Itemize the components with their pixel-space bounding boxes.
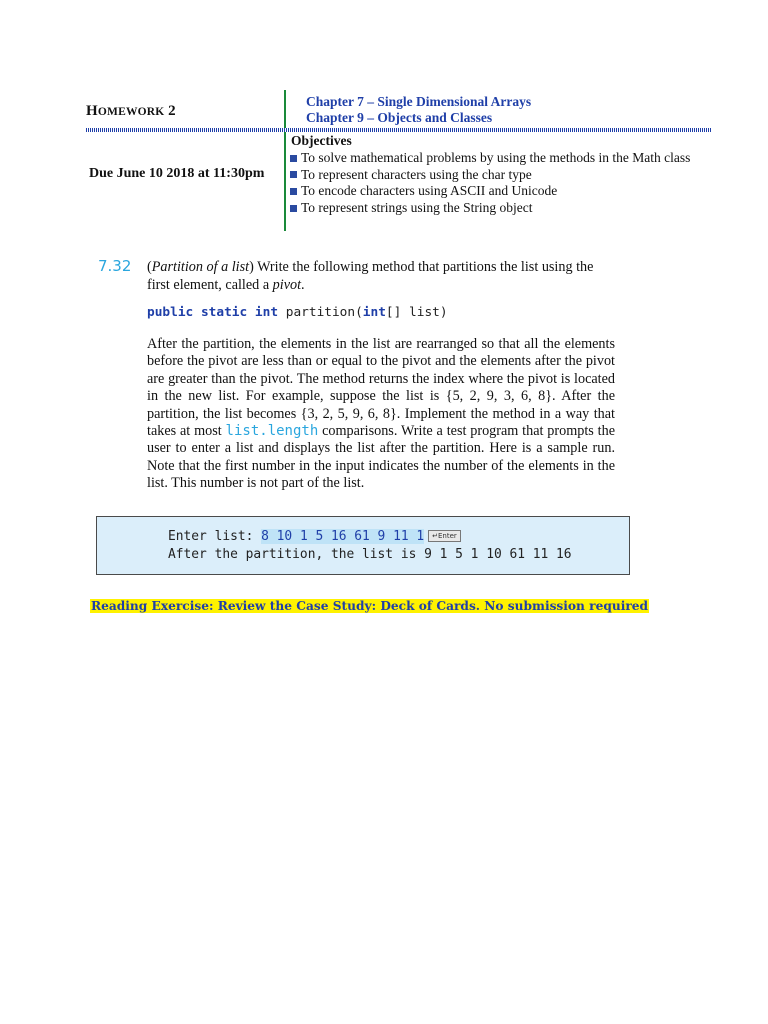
square-bullet-icon bbox=[290, 205, 297, 212]
objectives-section bbox=[290, 133, 690, 217]
keyword-public: public bbox=[147, 305, 194, 320]
chapter-9-title: Chapter 9 – Objects and Classes bbox=[306, 110, 493, 125]
keyword-static: static bbox=[200, 305, 248, 320]
sample-prompt: Enter list: bbox=[168, 529, 262, 544]
due-date: Due June 10 2018 at 11:30pm bbox=[89, 166, 265, 181]
objective-text: To encode characters using ASCII and Unicode bbox=[301, 183, 558, 199]
problem-intro bbox=[147, 258, 617, 294]
method-signature bbox=[147, 305, 448, 320]
chapter-list bbox=[306, 94, 531, 126]
homework-title-initial: H bbox=[86, 103, 98, 119]
enter-key-icon: ↵Enter bbox=[428, 530, 461, 542]
horizontal-dotted-divider bbox=[86, 128, 711, 132]
sample-run-box bbox=[96, 516, 630, 575]
square-bullet-icon bbox=[290, 188, 297, 195]
objective-item bbox=[290, 183, 690, 200]
square-bullet-icon bbox=[290, 155, 297, 162]
problem-body bbox=[147, 336, 615, 493]
pivot-term: pivot bbox=[272, 277, 302, 293]
chapter-7-title: Chapter 7 – Single Dimensional Arrays bbox=[306, 94, 532, 109]
objective-text: To represent strings using the String object bbox=[301, 200, 533, 216]
keyword-int-param: int bbox=[362, 305, 386, 320]
method-params: [] list) bbox=[385, 305, 448, 320]
sample-output-line: After the partition, the list is 9 1 5 1 10 61 11 16 bbox=[168, 547, 572, 562]
intro-text: ) Write the following method that partitions the list using the first element, called a bbox=[147, 259, 594, 293]
homework-title-rest: OMEWORK bbox=[97, 106, 165, 118]
objectives-title: Objectives bbox=[291, 133, 352, 148]
objective-text: To solve mathematical problems by using the methods in the Math class bbox=[301, 149, 691, 165]
homework-title bbox=[86, 103, 176, 120]
problem-title: Partition of a list bbox=[151, 259, 250, 275]
problem-body-text-continued: comparisons. Write a test program that prompts the user to enter a list and displays the list after the partition. Here is a sample run. Note that the first number in the input indicates the number of the elements in the list. This number is not part of the list. bbox=[147, 423, 615, 492]
objective-item bbox=[290, 167, 690, 184]
square-bullet-icon bbox=[290, 171, 297, 178]
intro-paren: ( bbox=[147, 259, 152, 275]
vertical-divider bbox=[284, 90, 286, 231]
problem-body-text: After the partition, the elements in the list are rearranged so that all the elements before the pivot are less than or equal to the pivot and the elements after the pivot are greater than the pivot. The method returns the index where the pivot is located in the new list. For example, suppose the list is {5, 2, 9, 3, 6, 8}. After the partition, the list becomes {3, 2, 5, 9, 6, 8}. Implement the method in a way that takes at most bbox=[147, 336, 615, 440]
method-name: partition( bbox=[285, 305, 363, 320]
reading-exercise-note: Reading Exercise: Review the Case Study: Deck of Cards. No submission required bbox=[91, 599, 649, 613]
objective-item bbox=[290, 200, 690, 217]
objective-text: To represent characters using the char type bbox=[301, 166, 532, 182]
homework-number: 2 bbox=[168, 103, 176, 119]
inline-code-list-length: list.length bbox=[225, 423, 319, 440]
objective-item bbox=[290, 150, 690, 167]
intro-period: . bbox=[301, 277, 305, 293]
sample-input-line bbox=[168, 529, 461, 544]
problem-number: 7.32 bbox=[98, 257, 132, 275]
keyword-int: int bbox=[254, 305, 279, 320]
sample-input-value: 8 10 1 5 16 61 9 11 1 bbox=[261, 529, 425, 544]
